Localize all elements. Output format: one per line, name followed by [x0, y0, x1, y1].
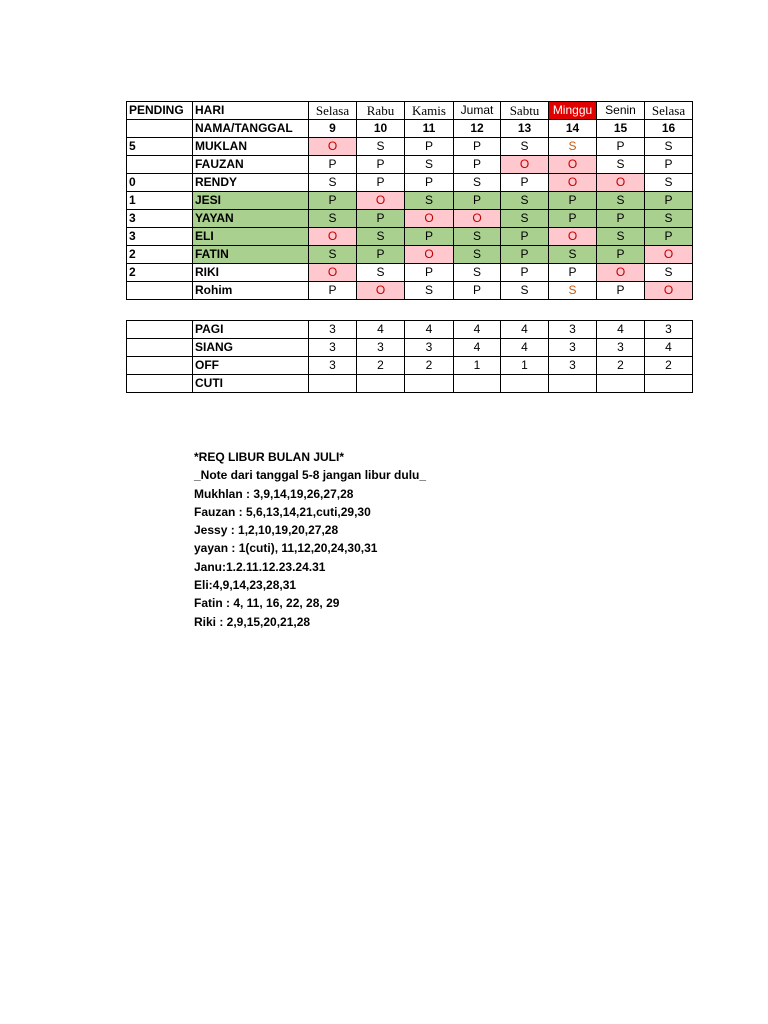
- pending-cell[interactable]: [127, 282, 193, 300]
- summary-value[interactable]: 3: [597, 339, 645, 357]
- shift-cell[interactable]: P: [405, 264, 454, 282]
- shift-cell[interactable]: P: [645, 192, 693, 210]
- notes-line[interactable]: Jessy : 1,2,10,19,20,27,28: [194, 523, 339, 538]
- shift-cell[interactable]: O: [597, 264, 645, 282]
- shift-cell[interactable]: O: [357, 192, 405, 210]
- shift-cell[interactable]: S: [357, 138, 405, 156]
- shift-cell[interactable]: P: [357, 210, 405, 228]
- shift-cell[interactable]: S: [645, 138, 693, 156]
- notes-line[interactable]: Fatin : 4, 11, 16, 22, 28, 29: [194, 596, 340, 611]
- shift-cell[interactable]: S: [549, 246, 597, 264]
- shift-cell[interactable]: P: [454, 192, 501, 210]
- shift-cell[interactable]: O: [549, 174, 597, 192]
- summary-value[interactable]: 4: [501, 321, 549, 339]
- shift-cell[interactable]: S: [501, 138, 549, 156]
- summary-value[interactable]: 4: [454, 339, 501, 357]
- shift-cell[interactable]: P: [501, 174, 549, 192]
- shift-cell[interactable]: P: [597, 210, 645, 228]
- shift-cell[interactable]: P: [405, 174, 454, 192]
- summary-value[interactable]: [645, 375, 693, 393]
- summary-row: [127, 357, 693, 375]
- summary-label[interactable]: CUTI: [193, 375, 309, 393]
- day-header[interactable]: Selasa: [645, 102, 693, 120]
- table-row: [127, 192, 693, 210]
- shift-cell[interactable]: S: [501, 192, 549, 210]
- summary-value[interactable]: 3: [357, 339, 405, 357]
- table-row: [127, 156, 693, 174]
- shift-cell[interactable]: S: [645, 210, 693, 228]
- notes-line[interactable]: Mukhlan : 3,9,14,19,26,27,28: [194, 486, 354, 501]
- summary-value[interactable]: [405, 375, 454, 393]
- day-header-minggu[interactable]: Minggu: [549, 102, 597, 120]
- shift-cell[interactable]: S: [501, 210, 549, 228]
- employee-name[interactable]: FAUZAN: [193, 156, 309, 174]
- pending-cell[interactable]: 5: [127, 138, 193, 156]
- pending-header[interactable]: PENDING: [127, 102, 193, 120]
- shift-cell[interactable]: P: [597, 282, 645, 300]
- shift-cell[interactable]: O: [357, 282, 405, 300]
- pending-cell[interactable]: 2: [127, 264, 193, 282]
- day-header[interactable]: Jumat: [454, 102, 501, 120]
- day-header[interactable]: Rabu: [357, 102, 405, 120]
- shift-cell[interactable]: S: [597, 228, 645, 246]
- nama-tanggal-header[interactable]: NAMA/TANGGAL: [193, 120, 309, 138]
- shift-cell[interactable]: O: [549, 156, 597, 174]
- shift-cell[interactable]: P: [357, 246, 405, 264]
- shift-cell[interactable]: P: [501, 246, 549, 264]
- summary-value[interactable]: 4: [454, 321, 501, 339]
- shift-cell[interactable]: S: [357, 228, 405, 246]
- shift-cell[interactable]: P: [454, 282, 501, 300]
- summary-value[interactable]: [454, 375, 501, 393]
- shift-cell[interactable]: P: [645, 156, 693, 174]
- schedule-table: [126, 101, 693, 300]
- day-header[interactable]: Selasa: [309, 102, 357, 120]
- shift-cell[interactable]: P: [597, 246, 645, 264]
- shift-cell[interactable]: S: [309, 174, 357, 192]
- day-header[interactable]: Kamis: [405, 102, 454, 120]
- empty-cell[interactable]: [127, 357, 193, 375]
- shift-cell[interactable]: P: [357, 156, 405, 174]
- shift-cell[interactable]: S: [645, 174, 693, 192]
- pending-cell[interactable]: 3: [127, 228, 193, 246]
- shift-cell[interactable]: P: [309, 192, 357, 210]
- date-header[interactable]: 12: [454, 120, 501, 138]
- date-header[interactable]: 10: [357, 120, 405, 138]
- table-row: [127, 264, 693, 282]
- employee-name[interactable]: YAYAN: [193, 210, 309, 228]
- shift-cell[interactable]: S: [405, 192, 454, 210]
- date-header[interactable]: 9: [309, 120, 357, 138]
- shift-cell[interactable]: S: [454, 228, 501, 246]
- summary-row: [127, 321, 693, 339]
- employee-name[interactable]: RIKI: [193, 264, 309, 282]
- shift-cell[interactable]: S: [405, 156, 454, 174]
- shift-cell[interactable]: S: [597, 192, 645, 210]
- empty-cell[interactable]: [127, 339, 193, 357]
- shift-cell[interactable]: S: [549, 282, 597, 300]
- pending-cell[interactable]: 2: [127, 246, 193, 264]
- shift-cell[interactable]: S: [405, 282, 454, 300]
- summary-value[interactable]: 3: [549, 339, 597, 357]
- summary-value[interactable]: [357, 375, 405, 393]
- summary-value[interactable]: 2: [405, 357, 454, 375]
- shift-cell[interactable]: P: [357, 174, 405, 192]
- summary-table: [126, 320, 693, 393]
- shift-cell[interactable]: O: [645, 246, 693, 264]
- table-row: [127, 174, 693, 192]
- notes-title[interactable]: *REQ LIBUR BULAN JULI*: [194, 450, 345, 464]
- table-row: [127, 228, 693, 246]
- empty-cell[interactable]: [127, 321, 193, 339]
- shift-cell[interactable]: O: [309, 228, 357, 246]
- table-row: [127, 282, 693, 300]
- shift-cell[interactable]: S: [645, 264, 693, 282]
- summary-row: [127, 375, 693, 393]
- shift-cell[interactable]: S: [454, 264, 501, 282]
- shift-cell[interactable]: O: [309, 138, 357, 156]
- shift-cell[interactable]: P: [405, 138, 454, 156]
- shift-cell[interactable]: O: [597, 174, 645, 192]
- empty-cell[interactable]: [127, 375, 193, 393]
- date-header[interactable]: 13: [501, 120, 549, 138]
- table-row: [127, 210, 693, 228]
- summary-value[interactable]: 4: [501, 339, 549, 357]
- summary-value[interactable]: 3: [309, 357, 357, 375]
- summary-value[interactable]: [549, 375, 597, 393]
- shift-cell[interactable]: S: [549, 138, 597, 156]
- table-row: [127, 138, 693, 156]
- summary-value[interactable]: 3: [309, 339, 357, 357]
- date-header[interactable]: 14: [549, 120, 597, 138]
- summary-value[interactable]: [309, 375, 357, 393]
- hari-header[interactable]: HARI: [193, 102, 309, 120]
- pending-cell[interactable]: [127, 156, 193, 174]
- summary-value[interactable]: 4: [357, 321, 405, 339]
- summary-label[interactable]: OFF: [193, 357, 309, 375]
- shift-cell[interactable]: S: [454, 174, 501, 192]
- shift-cell[interactable]: P: [549, 210, 597, 228]
- shift-cell[interactable]: P: [501, 264, 549, 282]
- summary-value[interactable]: 2: [357, 357, 405, 375]
- summary-value[interactable]: 3: [645, 321, 693, 339]
- shift-cell[interactable]: S: [309, 210, 357, 228]
- summary-value[interactable]: 3: [309, 321, 357, 339]
- summary-value[interactable]: 2: [645, 357, 693, 375]
- shift-cell[interactable]: P: [309, 156, 357, 174]
- shift-cell[interactable]: O: [549, 228, 597, 246]
- notes-line[interactable]: Fauzan : 5,6,13,14,21,cuti,29,30: [194, 504, 371, 519]
- summary-value[interactable]: 1: [454, 357, 501, 375]
- summary-value[interactable]: 3: [549, 321, 597, 339]
- shift-cell[interactable]: O: [405, 246, 454, 264]
- empty-cell[interactable]: [127, 120, 193, 138]
- notes-line[interactable]: yayan : 1(cuti), 11,12,20,24,30,31: [194, 541, 378, 556]
- shift-cell[interactable]: P: [549, 264, 597, 282]
- notes-line[interactable]: Janu:1.2.11.12.23.24.31: [194, 559, 326, 574]
- shift-cell[interactable]: S: [454, 246, 501, 264]
- pending-cell[interactable]: 1: [127, 192, 193, 210]
- table-row: [127, 246, 693, 264]
- notes-subtitle[interactable]: _Note dari tanggal 5-8 jangan libur dulu_: [194, 468, 427, 483]
- pending-cell[interactable]: 0: [127, 174, 193, 192]
- shift-cell[interactable]: P: [454, 156, 501, 174]
- day-header[interactable]: Sabtu: [501, 102, 549, 120]
- summary-value[interactable]: 4: [405, 321, 454, 339]
- summary-label[interactable]: SIANG: [193, 339, 309, 357]
- shift-cell[interactable]: P: [405, 228, 454, 246]
- employee-name[interactable]: Rohim: [193, 282, 309, 300]
- shift-cell[interactable]: O: [645, 282, 693, 300]
- shift-cell[interactable]: P: [454, 138, 501, 156]
- date-header[interactable]: 15: [597, 120, 645, 138]
- shift-cell[interactable]: S: [357, 264, 405, 282]
- employee-name[interactable]: RENDY: [193, 174, 309, 192]
- shift-cell[interactable]: P: [597, 138, 645, 156]
- employee-name[interactable]: ELI: [193, 228, 309, 246]
- shift-cell[interactable]: P: [645, 228, 693, 246]
- employee-name[interactable]: FATIN: [193, 246, 309, 264]
- summary-label[interactable]: PAGI: [193, 321, 309, 339]
- employee-name[interactable]: MUKLAN: [193, 138, 309, 156]
- shift-cell[interactable]: P: [309, 282, 357, 300]
- shift-cell[interactable]: S: [309, 246, 357, 264]
- employee-name[interactable]: JESI: [193, 192, 309, 210]
- leave-request-notes: [194, 448, 426, 631]
- summary-value[interactable]: 3: [549, 357, 597, 375]
- shift-cell[interactable]: O: [454, 210, 501, 228]
- date-header[interactable]: 11: [405, 120, 454, 138]
- summary-value[interactable]: 3: [405, 339, 454, 357]
- header-row-days: [127, 102, 693, 120]
- day-header[interactable]: Senin: [597, 102, 645, 120]
- shift-cell[interactable]: O: [309, 264, 357, 282]
- header-row-dates: [127, 120, 693, 138]
- shift-cell[interactable]: P: [549, 192, 597, 210]
- shift-cell[interactable]: P: [501, 228, 549, 246]
- summary-value[interactable]: [597, 375, 645, 393]
- summary-row: [127, 339, 693, 357]
- summary-value[interactable]: 2: [597, 357, 645, 375]
- date-header[interactable]: 16: [645, 120, 693, 138]
- shift-cell[interactable]: O: [501, 156, 549, 174]
- summary-value[interactable]: 4: [597, 321, 645, 339]
- shift-cell[interactable]: O: [405, 210, 454, 228]
- summary-value[interactable]: [501, 375, 549, 393]
- summary-value[interactable]: 1: [501, 357, 549, 375]
- pending-cell[interactable]: 3: [127, 210, 193, 228]
- notes-line[interactable]: Riki : 2,9,15,20,21,28: [194, 614, 311, 629]
- shift-cell[interactable]: S: [501, 282, 549, 300]
- notes-line[interactable]: Eli:4,9,14,23,28,31: [194, 578, 297, 593]
- summary-value[interactable]: 4: [645, 339, 693, 357]
- shift-cell[interactable]: S: [597, 156, 645, 174]
